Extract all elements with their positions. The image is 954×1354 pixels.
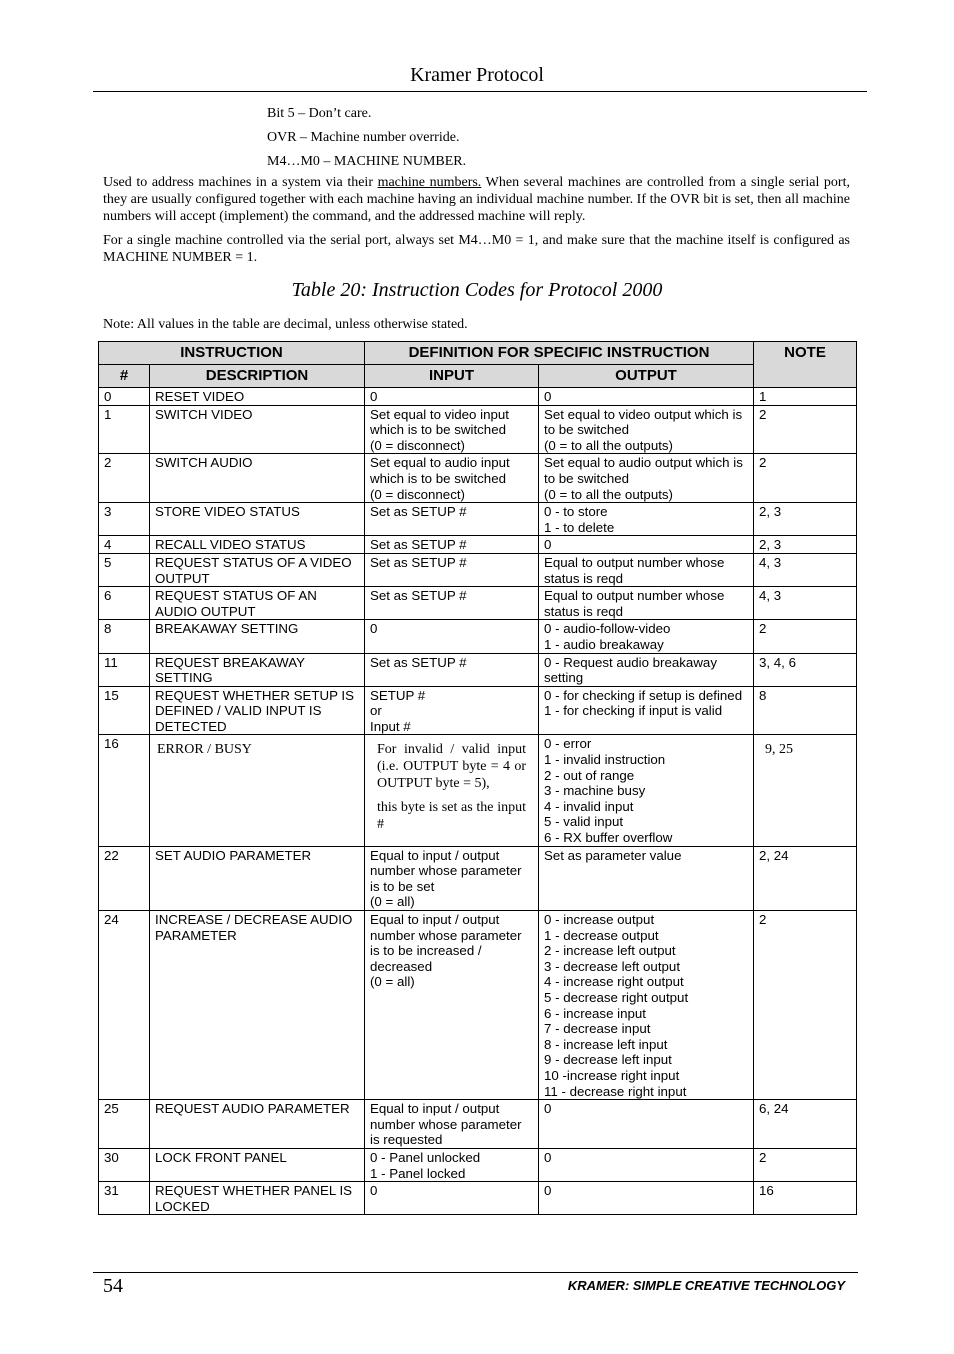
row-input: 0 - Panel unlocked 1 - Panel locked [365,1148,539,1181]
error-busy-note: 9, 25 [765,742,793,758]
error-busy-input-b: this byte is set as the input # [377,800,526,833]
row-input: Set as SETUP # [365,587,539,620]
row-input: Set as SETUP # [365,503,539,536]
row-output: 0 [539,1100,754,1149]
row-input: Equal to input / output number whose parameter is to be set (0 = all) [365,846,539,910]
row-note [754,735,857,846]
row-output: 0 - Request audio breakaway setting [539,653,754,686]
row-note: 2, 3 [754,503,857,536]
row-number: 8 [99,620,150,653]
row-input: SETUP # or Input # [365,686,539,735]
row-note: 16 [754,1182,857,1215]
output-header: OUTPUT [539,365,754,388]
row-output: 0 [539,1182,754,1215]
table-row [99,587,857,620]
row-note: 2 [754,405,857,454]
machine-number-line: M4…M0 – MACHINE NUMBER. [267,154,467,169]
row-description: INCREASE / DECREASE AUDIO PARAMETER [150,911,365,1100]
row-note: 8 [754,686,857,735]
row-description: REQUEST AUDIO PARAMETER [150,1100,365,1149]
table-row [99,735,857,846]
row-input: 0 [365,1182,539,1215]
row-output: 0 [539,1148,754,1181]
row-output: Set as parameter value [539,846,754,910]
header-rule [93,91,867,92]
footer-rule [93,1272,858,1273]
row-number: 25 [99,1100,150,1149]
row-description: LOCK FRONT PANEL [150,1148,365,1181]
row-input: Set as SETUP # [365,553,539,586]
row-note: 2, 24 [754,846,857,910]
page-header-title: Kramer Protocol [410,64,544,86]
row-input: Set equal to audio input which is to be switched (0 = disconnect) [365,454,539,503]
row-description: SWITCH VIDEO [150,405,365,454]
para1-after: When several machines are controlled from a single serial port, they are usually configured together with each machine having an individual machine number. If the OVR bit is set, then all machine numbers will accept (implement) the command, and the addressed machine will reply. [103,175,850,224]
row-number: 6 [99,587,150,620]
description-header: DESCRIPTION [150,365,365,388]
instruction-header: INSTRUCTION [99,342,365,365]
row-input: Set as SETUP # [365,653,539,686]
table-row [99,388,857,406]
row-description: REQUEST WHETHER SETUP IS DEFINED / VALID INPUT IS DETECTED [150,686,365,735]
table-row [99,1100,857,1149]
row-input: 0 [365,388,539,406]
row-number: 31 [99,1182,150,1215]
input-header: INPUT [365,365,539,388]
row-output: 0 [539,536,754,554]
row-description: REQUEST STATUS OF A VIDEO OUTPUT [150,553,365,586]
error-busy-input-a: For invalid / valid input (i.e. OUTPUT byte = 4 or OUTPUT byte = 5), [377,742,526,792]
bit-definitions [267,102,466,174]
note-header: NOTE [754,342,857,388]
row-output: 0 [539,388,754,406]
row-output: Set equal to video output which is to be switched (0 = to all the outputs) [539,405,754,454]
footer-brand: KRAMER: SIMPLE CREATIVE TECHNOLOGY [567,1278,845,1293]
row-number: 0 [99,388,150,406]
row-number: 30 [99,1148,150,1181]
table-row [99,536,857,554]
row-description: RESET VIDEO [150,388,365,406]
row-number: 16 [99,735,150,846]
row-output: 0 - to store 1 - to delete [539,503,754,536]
row-number: 22 [99,846,150,910]
table-row [99,911,857,1100]
instruction-codes-table [98,341,857,1215]
row-number: 4 [99,536,150,554]
table-row [99,553,857,586]
row-input: Equal to input / output number whose parameter is to be increased / decreased (0 = all) [365,911,539,1100]
row-note: 2 [754,454,857,503]
table-header-row [99,342,857,365]
row-number: 1 [99,405,150,454]
single-machine-paragraph: For a single machine controlled via the serial port, always set M4…M0 = 1, and make sure that the machine itself is configured as MACHINE NUMBER = 1. [103,233,850,265]
table-row [99,620,857,653]
row-input [365,735,539,846]
row-number: 11 [99,653,150,686]
table-caption: Table 20: Instruction Codes for Protocol 2000 [291,279,663,301]
row-output: Equal to output number whose status is reqd [539,553,754,586]
row-number: 3 [99,503,150,536]
row-number: 5 [99,553,150,586]
row-input: 0 [365,620,539,653]
definition-header: DEFINITION FOR SPECIFIC INSTRUCTION [365,342,754,365]
table-row [99,846,857,910]
table-row [99,454,857,503]
row-output: 0 - audio-follow-video 1 - audio breakaway [539,620,754,653]
table-row [99,405,857,454]
row-note: 2 [754,1148,857,1181]
row-description: BREAKAWAY SETTING [150,620,365,653]
row-note: 4, 3 [754,553,857,586]
row-description: REQUEST STATUS OF AN AUDIO OUTPUT [150,587,365,620]
row-number: 15 [99,686,150,735]
row-output: 0 - increase output 1 - decrease output 2 - increase left output 3 - decrease left output 4 - increase right output 5 - decrease right output 6 - increase input 7 - decrease input 8 - increase left input 9 - decrease left input 10 -increase right input 11 - decrease right input [539,911,754,1100]
number-header: # [99,365,150,388]
row-number: 2 [99,454,150,503]
row-note: 3, 4, 6 [754,653,857,686]
row-note: 4, 3 [754,587,857,620]
row-output: Set equal to audio output which is to be switched (0 = to all the outputs) [539,454,754,503]
row-input: Equal to input / output number whose parameter is requested [365,1100,539,1149]
table-row [99,1148,857,1181]
table-row [99,503,857,536]
row-note: 6, 24 [754,1100,857,1149]
row-note: 1 [754,388,857,406]
row-note: 2 [754,911,857,1100]
machine-numbers-link[interactable]: machine numbers. [377,175,482,190]
row-description: STORE VIDEO STATUS [150,503,365,536]
row-number: 24 [99,911,150,1100]
table-row [99,653,857,686]
row-description [150,735,365,846]
table-row [99,686,857,735]
ovr-line: OVR – Machine number override. [267,130,460,145]
row-input: Set equal to video input which is to be switched (0 = disconnect) [365,405,539,454]
row-input: Set as SETUP # [365,536,539,554]
table-note: Note: All values in the table are decimal, unless otherwise stated. [103,317,468,332]
page-number: 54 [103,1275,123,1297]
bit-5-line: Bit 5 – Don’t care. [267,106,372,121]
row-note: 2, 3 [754,536,857,554]
table-subheader-row [99,365,857,388]
row-description: REQUEST BREAKAWAY SETTING [150,653,365,686]
para1-before: Used to address machines in a system via their [103,175,378,190]
row-note: 2 [754,620,857,653]
row-description: SET AUDIO PARAMETER [150,846,365,910]
row-output: 0 - error 1 - invalid instruction 2 - out of range 3 - machine busy 4 - invalid input 5 - valid input 6 - RX buffer overflow [539,735,754,846]
row-description: SWITCH AUDIO [150,454,365,503]
table-row [99,1182,857,1215]
row-description: RECALL VIDEO STATUS [150,536,365,554]
machine-number-paragraph [103,174,850,225]
row-output: Equal to output number whose status is reqd [539,587,754,620]
row-output: 0 - for checking if setup is defined 1 - for checking if input is valid [539,686,754,735]
error-busy-label: ERROR / BUSY [157,742,252,758]
row-description: REQUEST WHETHER PANEL IS LOCKED [150,1182,365,1215]
